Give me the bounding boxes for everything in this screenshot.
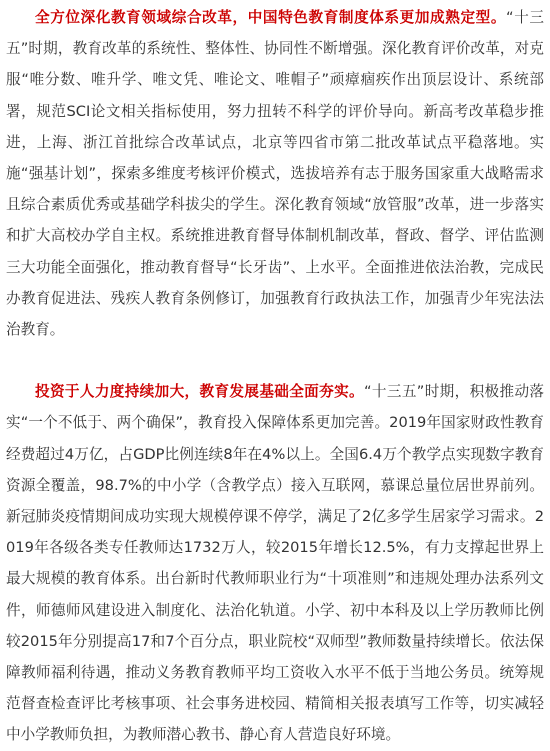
paragraph-education-reform [6,2,544,345]
paragraph-education-investment [6,376,544,750]
paragraph-body-text: “十三五”时期，积极推动落实“一个不低于、两个确保”，教育投入保障体系更加完善。2019年国家财政性教育经费超过4万亿，占GDP比例连续8年在4%以上。全国6.4万个教学点实现数字教育资源全覆盖，98.7%的中小学（含教学点）接入互联网，慕课总量位居世界前列。新冠肺炎疫情期间成功实现大规模停课不停学，满足了2亿多学生居家学习需求。2019年各级各类专任教师达1732万人，较2015年增长12.5%，有力支撑起世界上最大规模的教育体系。出台新时代教师职业行为“十项准则”和违规处理办法系列文件，师德师风建设进入制度化、法治化轨道。小学、初中本科及以上学历教师比例较2015年分别提高17和7个百分点，职业院校“双师型”教师数量持续增长。依法保障教师福利待遇，推动义务教育教师平均工资收入水平不低于当地公务员。统筹规范督查检查评比考核事项、社会事务进校园、精简相关报表填写工作等，切实减轻中小学教师负担，为教师潜心教书、静心育人营造良好环境。 [6,383,544,744]
paragraph-lead-heading: 投资于人力度持续加大，教育发展基础全面夯实。 [35,383,365,401]
paragraph-body-text: “十三五”时期，教育改革的系统性、整体性、协同性不断增强。深化教育评价改革，对克服“唯分数、唯升学、唯文凭、唯论文、唯帽子”顽瘴痼疾作出顶层设计、系统部署，规范SCI论文相关指标使用，努力扭转不科学的评价导向。新高考改革稳步推进，上海、浙江首批综合改革试点，北京等四省市第二批改革试点平稳落地。实施“强基计划”，探索多维度考核评价模式，选拔培养有志于服务国家重大战略需求且综合素质优秀或基础学科拔尖的学生。深化教育领域“放管服”改革，进一步落实和扩大高校办学自主权。系统推进教育督导体制机制改革，督政、督学、评估监测三大功能全面强化，推动教育督导“长牙齿”、上水平。全面推进依法治教，完成民办教育促进法、残疾人教育条例修订，加强教育行政执法工作，加强青少年宪法法治教育。 [6,9,544,339]
paragraph-lead-heading: 全方位深化教育领域综合改革，中国特色教育制度体系更加成熟定型。 [35,9,507,26]
